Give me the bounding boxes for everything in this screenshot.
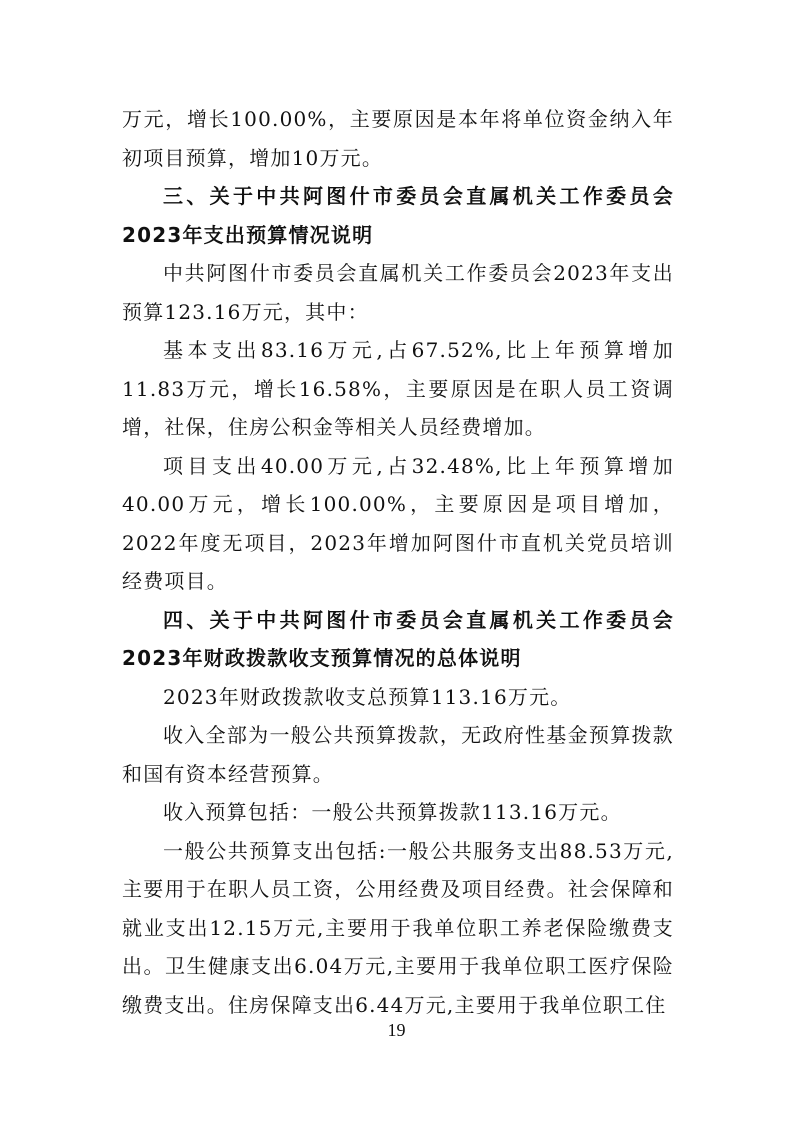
paragraph-income-source: 收入全部为一般公共预算拨款，无政府性基金预算拨款和国有资本经营预算。 — [122, 723, 674, 786]
paragraph-project-expenditure: 项目支出40.00万元,占32.48%,比上年预算增加40.00万元，增长100.00%，主要原因是项目增加，2022年度无项目，2023年增加阿图什市直机关党员培训经费项目。 — [122, 453, 674, 593]
page-number: 19 — [387, 1020, 406, 1040]
section-heading-3: 三、关于中共阿图什市委员会直属机关工作委员会2023年支出预算情况说明 — [122, 184, 674, 247]
section-heading-4: 四、关于中共阿图什市委员会直属机关工作委员会2023年财政拨款收支预算情况的总体说明 — [122, 607, 674, 670]
paragraph-expenditure-total: 中共阿图什市委员会直属机关工作委员会2023年支出预算123.16万元，其中： — [122, 261, 674, 324]
paragraph-general-expenditure: 一般公共预算支出包括:一般公共服务支出88.53万元,主要用于在职人员工资，公用经费及项目经费。社会保障和就业支出12.15万元,主要用于我单位职工养老保险缴费支出。卫生健康支出6.04万元,主要用于我单位职工医疗保险缴费支出。住房保障支出6.44万元,主要用于我单位职工住 — [122, 838, 674, 1017]
paragraph-continuation: 万元，增长100.00%，主要原因是本年将单位资金纳入年初项目预算，增加10万元。 — [122, 107, 674, 170]
paragraph-fiscal-total: 2023年财政拨款收支总预算113.16万元。 — [163, 684, 572, 709]
document-body — [122, 100, 674, 1024]
paragraph-basic-expenditure: 基本支出83.16万元,占67.52%,比上年预算增加11.83万元，增长16.58%，主要原因是在职人员工资调增，社保，住房公积金等相关人员经费增加。 — [122, 338, 674, 439]
paragraph-income-budget: 收入预算包括：一般公共预算拨款113.16万元。 — [163, 800, 622, 824]
